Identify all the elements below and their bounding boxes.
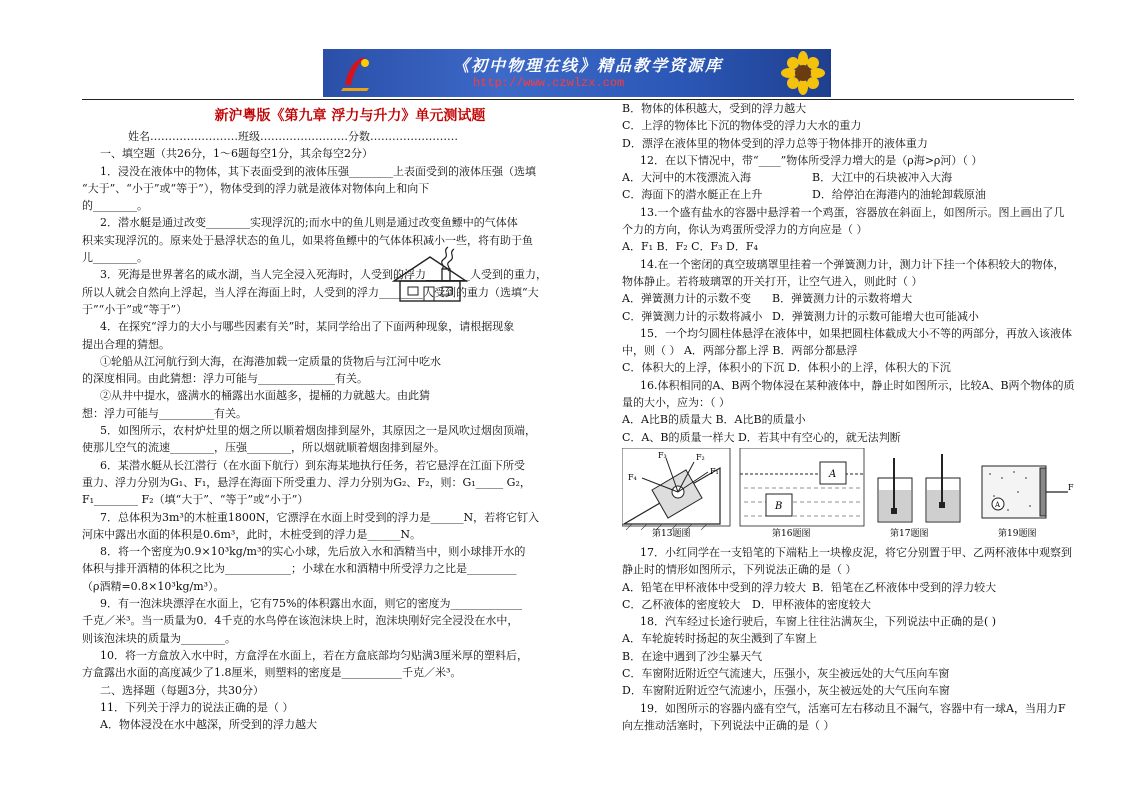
q16-line-4: C．A、B的质量一样大 D．若其中有空心的，就无法判断 (622, 430, 901, 444)
q5-line-1: 5．如图所示，农村炉灶里的烟之所以顺着烟囱排到屋外，其原因之一是风吹过烟囱顶端， (100, 424, 536, 438)
q14-option-d: D．弹簧测力计的示数可能增大也可能减小 (772, 309, 979, 323)
svg-text:F: F (1068, 483, 1074, 492)
header-banner (323, 49, 831, 97)
q3-line-2: 所以人就会自然向上浮起，当人浮在海面上时，人受到的浮力________人受到的重力（选填“大 (82, 285, 539, 299)
q13-options: A．F₁ B．F₂ C．F₃ D．F₄ (622, 240, 758, 254)
q14-line-2: 物体静止。若将玻璃罩的开关打开，让空气进入，则此时（ ） (622, 274, 923, 288)
q11-option-c: C．上浮的物体比下沉的物体受的浮力大水的重力 (622, 119, 862, 133)
svg-text:F₃: F₃ (658, 451, 667, 460)
sunflower-icon (781, 51, 825, 95)
q4-line-1: 4．在探究“浮力的大小与哪些因素有关”时，某同学给出了下面两种现象，请根据现象 (100, 320, 515, 334)
left-column (82, 104, 548, 733)
q4-line-3: ①轮船从江河航行到大海，在海港加载一定质量的货物后与江河中吃水 (100, 354, 441, 368)
q11-stem: 11．下列关于浮力的说法正确的是（ ） (100, 700, 294, 714)
q7-line-2: 河床中露出水面的体积是0.6m³，此时，木桩受到的浮力是______N。 (82, 527, 421, 541)
q5-line-2: 使那儿空气的流速________，压强________，所以烟就顺着烟囱排到屋外。 (82, 441, 445, 455)
q16-line-1: 16.体积相同的A、B两个物体浸在某种液体中，静止时如图所示，比较A、B两个物体的质 (640, 378, 1075, 392)
figure-19 (982, 466, 1074, 538)
q4-line-2: 提出合理的猜想。 (82, 337, 170, 351)
q11-option-a: A．物体浸没在水中越深，所受到的浮力越大 (100, 718, 317, 732)
svg-text:F₄: F₄ (628, 473, 637, 482)
q17-option-c: C．乙杯液体的密度较大 (622, 597, 741, 611)
figure-17 (878, 454, 960, 538)
banner-title: 《初中物理在线》精品教学资源库 (453, 56, 724, 75)
q6-line-1: 6．某潜水艇从长江潜行（在水面下航行）到东海某地执行任务，若它悬浮在江面下所受 (100, 458, 525, 472)
q11-option-b: B．物体的体积越大，受到的浮力越大 (622, 102, 807, 115)
q15-line-1: 15．一个均匀圆柱体悬浮在液体中，如果把圆柱体截成大小不等的两部分，再放入该液体 (640, 326, 1072, 340)
q12-stem: 12．在以下情况中，带“____”物体所受浮力增大的是（ρ海>ρ河）（ ） (640, 153, 983, 167)
q18-option-c: C．车窗附近附近空气流速大，压强小，灰尘被远处的大气压向车窗 (622, 667, 950, 681)
q14-option-b: B．弹簧测力计的示数将增大 (772, 292, 913, 306)
q18-option-d: D．车窗附近附近空气流速小，压强小，灰尘被远处的大气压向车窗 (622, 684, 950, 698)
q1-line-3: 的________。 (82, 199, 148, 213)
q4-line-5: ②从井中提水，盛满水的桶露出水面越多，提桶的力就越大。由此猜 (100, 389, 430, 403)
q8-line-3: （ρ酒精=0.8×10³kg/m³）。 (82, 579, 225, 593)
svg-text:F₂: F₂ (696, 453, 705, 462)
svg-text:B: B (775, 501, 783, 512)
section-2-heading: 二、选择题（每题3分，共30分） (100, 683, 264, 697)
q16-line-2: 量的大小，应为：（ ） (622, 396, 730, 410)
q13-line-2: 个力的方向，你认为鸡蛋所受浮力的方向应是（ ） (622, 223, 868, 237)
q17-option-d: D．甲杯液体的密度较大 (752, 597, 871, 611)
section-1-heading: 一、填空题（共26分，1～6题每空1分，其余每空2分） (100, 147, 373, 161)
q6-line-3: F₁________ F₂（填“大于”、“等于”或“小于”） (82, 493, 309, 507)
q17-option-a: A．铅笔在甲杯液体中受到的浮力较大 (622, 580, 806, 594)
logo-icon (339, 55, 373, 91)
svg-text:A: A (829, 469, 837, 480)
q10-line-2: 方盒露出水面的高度减少了1.8厘米，则塑料的密度是___________千克／米³。 (82, 666, 462, 680)
q9-line-2: 千克／米³。当一质量为0．4千克的水鸟停在该泡沫块上时，泡沫块刚好完全浸没在水中， (82, 614, 519, 628)
figure-19-caption: 第19题图 (998, 529, 1037, 538)
figure-17-caption: 第17题图 (890, 529, 929, 538)
q9-line-1: 9．有一泡沫块漂浮在水面上，它有75%的体积露出水面，则它的密度为_____________ (100, 597, 522, 611)
page-title: 新沪粤版《第九章 浮力与升力》单元测试题 (214, 108, 486, 124)
figure-13-caption: 第13题图 (652, 529, 691, 538)
svg-text:A: A (995, 501, 1001, 509)
q1-line-1: 1．浸没在液体中的物体，其下表面受到的液体压强________上表面受到的液体压强（选填 (100, 164, 536, 178)
q18-option-a: A．车轮旋转时扬起的灰尘溅到了车窗上 (622, 632, 817, 646)
q4-line-6: 想：浮力可能与__________有关。 (82, 406, 247, 420)
figure-strip (622, 448, 1082, 538)
q19-line-1: 19．如图所示的容器内盛有空气，活塞可左右移动且不漏气，容器中有一球A，当用力F (640, 701, 1066, 715)
q7-line-1: 7．总体积为3m³的木桩重1800N，它漂浮在水面上时受到的浮力是______N，若将它钉入 (100, 510, 540, 524)
banner-url: http://www.czwlzx.com (473, 76, 625, 90)
q18-stem: 18．汽车经过长途行驶后，车窗上往往沾满灰尘，下列说法中正确的是( ) (640, 615, 997, 629)
q15-line-3: C．体积大的上浮，体积小的下沉 D．体积小的上浮，体积大的下沉 (622, 361, 951, 375)
q17-line-1: 17．小红同学在一支铅笔的下端粘上一块橡皮泥，将它分别置于甲、乙两杯液体中观察到 (640, 545, 1072, 559)
right-column (622, 100, 1082, 734)
q6-line-2: 重力、浮力分别为G₁、F₁，悬浮在海面下所受重力、浮力分别为G₂、F₂，则：G₁_____ G₂， (82, 475, 531, 489)
q8-line-1: 8．将一个密度为0.9×10³kg/m³的实心小球，先后放入水和酒精当中，则小球排开水的 (100, 545, 526, 559)
house-chimney-figure (390, 245, 470, 303)
q9-line-3: 则该泡沫块的质量为________。 (82, 631, 236, 645)
q4-line-4: 的深度相同。由此猜想：浮力可能与______________有关。 (82, 372, 368, 386)
q14-option-a: A．弹簧测力计的示数不变 (622, 292, 751, 306)
q14-line-1: 14.在一个密闭的真空玻璃罩里挂着一个弹簧测力计，测力计下挂一个体积较大的物体， (640, 257, 1065, 271)
q16-line-3: A．A比B的质量大 B．A比B的质量小 (622, 413, 806, 427)
student-info-line: 姓名……………………班级……………………分数…………………… (128, 130, 458, 143)
q2-line-3: 儿________。 (82, 251, 148, 265)
q3-line-3: 于”“小于”或“等于”） (82, 302, 188, 316)
q12-option-d: D．给停泊在海港内的油轮卸载原油 (812, 188, 986, 202)
figure-13 (622, 448, 730, 538)
figure-16 (740, 448, 864, 538)
q1-line-2: “大于”、“小于”或“等于”），物体受到的浮力就是液体对物体向上和向下 (82, 181, 430, 195)
q12-option-c: C．海面下的潜水艇正在上升 (622, 188, 763, 202)
svg-text:F₁: F₁ (710, 467, 719, 476)
q10-line-1: 10．将一方盒放入水中时，方盒浮在水面上，若在方盒底部均匀贴满3厘米厚的塑料后， (100, 648, 528, 662)
q14-option-c: C．弹簧测力计的示数将减小 (622, 309, 763, 323)
q18-option-b: B．在途中遇到了沙尘暴天气 (622, 649, 763, 663)
q17-option-b: B．铅笔在乙杯液体中受到的浮力较大 (812, 580, 997, 594)
q17-line-2: 静止时的情形如图所示，下列说法正确的是（ ） (622, 563, 857, 577)
q19-line-2: 向左推动活塞时，下列说法中正确的是（ ） (622, 718, 835, 732)
q2-line-1: 2．潜水艇是通过改变________实现浮沉的;而水中的鱼儿则是通过改变鱼鳔中的气体体 (100, 216, 518, 230)
q3-line-1: 3．死海是世界著名的咸水湖，当人完全浸入死海时，人受到的浮力________人受到的重力， (100, 268, 547, 282)
q12-option-a: A．大河中的木筏漂流入海 (622, 171, 751, 185)
q2-line-2: 积来实现浮沉的。原来处于悬浮状态的鱼儿，如果将鱼鳔中的气体体积减小一些，将有助于鱼 (82, 233, 533, 247)
figure-16-caption: 第16题图 (772, 529, 811, 538)
q8-line-2: 体积与排开酒精的体积之比为____________；小球在水和酒精中所受浮力之比是_________ (82, 562, 517, 576)
q13-line-1: 13.一个盛有盐水的容器中悬浮着一个鸡蛋，容器放在斜面上，如图所示。图上画出了几 (640, 205, 1065, 219)
q15-line-2: 中，则（ ） A．两部分都上浮 B．两部分都悬浮 (622, 344, 858, 358)
q12-option-b: B．大江中的石块被冲入大海 (812, 171, 953, 185)
q11-option-d: D．漂浮在液体里的物体受到的浮力总等于物体排开的液体重力 (622, 136, 928, 150)
